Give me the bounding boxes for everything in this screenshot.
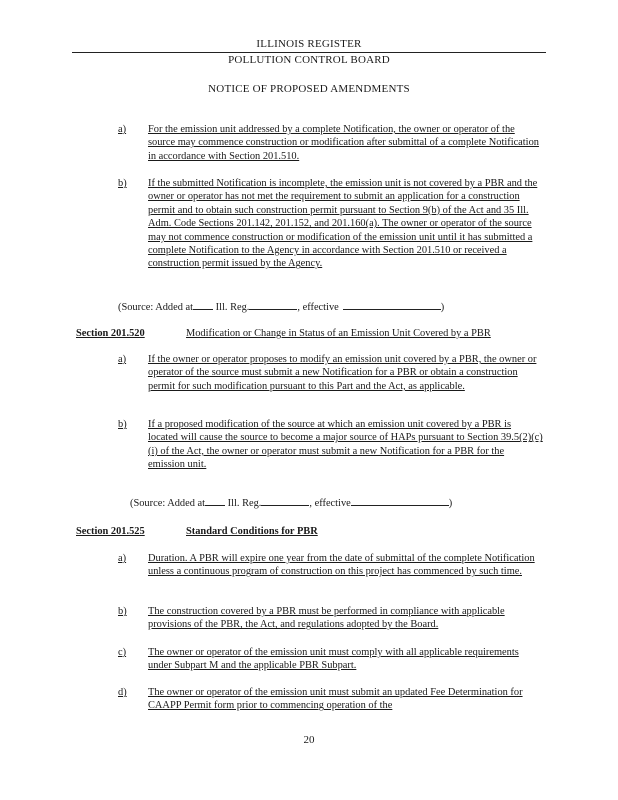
blank-line <box>261 496 309 506</box>
blank-line <box>249 300 297 310</box>
source-prefix: (Source: Added at <box>118 302 194 313</box>
section-title: Standard Conditions for PBR <box>186 526 318 537</box>
item-label: d) <box>118 687 127 698</box>
header-board: POLLUTION CONTROL BOARD <box>228 54 390 66</box>
section-title: Modification or Change in Status of an Emission Unit Covered by a PBR <box>186 328 491 339</box>
source-ill-reg: Ill. Reg. <box>215 302 250 313</box>
item-text: The owner or operator of the emission unit must submit an updated Fee Determination for CAAPP Permit form prior to commencing operation of the <box>148 687 523 712</box>
page-number: 20 <box>303 734 315 746</box>
item-label: b) <box>118 606 127 617</box>
source-effective: , effective <box>297 302 339 313</box>
source-effective: , effective <box>309 498 351 509</box>
blank-line <box>193 300 213 310</box>
source-prefix: (Source: Added at <box>130 498 206 509</box>
item-text: The owner or operator of the emission unit must comply with all applicable requirements under Subpart M and the applicable PBR Subpart. <box>148 647 519 672</box>
source-note <box>118 300 444 314</box>
item-label: b) <box>118 419 127 430</box>
section-number: Section 201.525 <box>76 526 145 537</box>
header-rule <box>72 52 546 53</box>
item-text: For the emission unit addressed by a complete Notification, the owner or operator of the source may commence construction or modification after submittal of a complete Notification in accordance with Section 201.510. <box>148 124 539 162</box>
item-label: a) <box>118 553 127 564</box>
item-text: If the owner or operator proposes to modify an emission unit covered by a PBR, the owner or operator of the source must submit a new Notification for a PBR or obtain a construction permit for such modification pursuant to this Part and the Act, as applicable. <box>148 354 537 392</box>
header-register: ILLINOIS REGISTER <box>256 38 362 50</box>
blank-line <box>205 496 225 506</box>
item-text: If the submitted Notification is incomplete, the emission unit is not covered by a PBR and the owner or operator has not met the requirement to submit an application for a construction permit and to obtain such construction permit pursuant to Section 9(b) of the Act and 35 Ill. Adm. Code Sections 201.142, 201.152, and 201.160(a). The owner or operator of the source may not commence construction or modification of the emission unit until it has submitted a complete Notification to the Agency in accordance with Section 201.510 or received a construction permit issued by the Agency. <box>148 178 538 270</box>
source-note <box>130 496 452 510</box>
source-close: ) <box>440 302 445 313</box>
section-number: Section 201.520 <box>76 328 145 339</box>
blank-line <box>343 300 441 310</box>
item-label: a) <box>118 354 127 365</box>
item-label: c) <box>118 647 127 658</box>
item-text: If a proposed modification of the source at which an emission unit covered by a PBR is located will cause the source to become a major source of HAPs pursuant to Section 39.5(2)(c)(i) of the Act, the owner or operator must submit a new Notification for a PBR for the emission unit. <box>148 419 543 471</box>
source-close: ) <box>448 498 453 509</box>
header-notice: NOTICE OF PROPOSED AMENDMENTS <box>208 83 410 95</box>
item-label: a) <box>118 124 127 135</box>
source-ill-reg: Ill. Reg. <box>227 498 262 509</box>
item-text: The construction covered by a PBR must be performed in compliance with applicable provisions of the PBR, the Act, and regulations adopted by the Board. <box>148 606 505 631</box>
blank-line <box>351 496 449 506</box>
item-label: b) <box>118 178 127 189</box>
item-text: Duration. A PBR will expire one year from the date of submittal of the complete Notification unless a continuous program of construction on this project has commenced by such time. <box>148 553 535 578</box>
